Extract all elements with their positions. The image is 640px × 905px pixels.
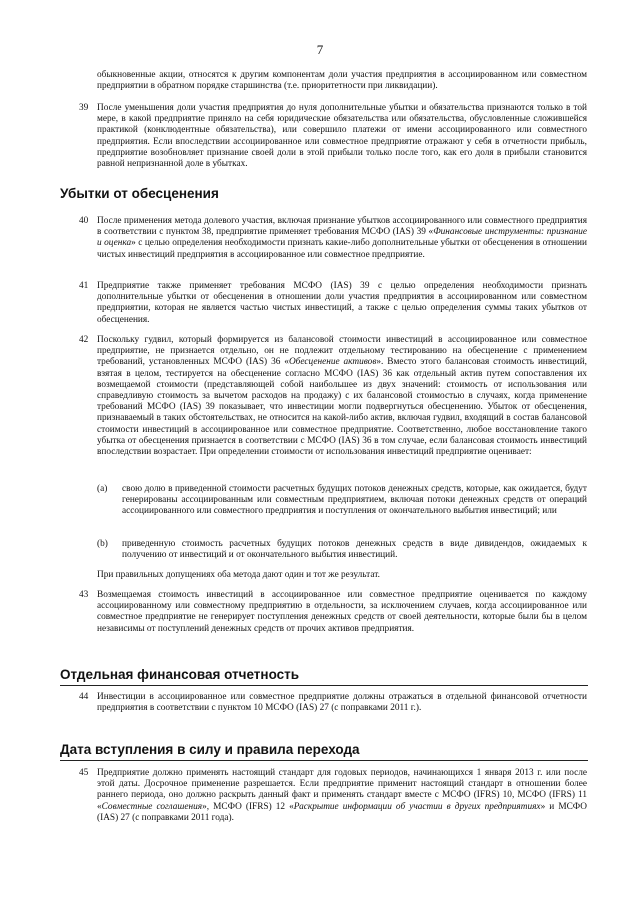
heading-impairment-losses: Убытки от обесценения — [60, 186, 219, 201]
paragraph-number-41: 41 — [79, 281, 89, 291]
italic-standard-title: Совместные соглашения — [101, 801, 203, 812]
paragraph-42: Поскольку гудвил, который формируется из балансовой стоимости инвестиций в ассоциированное или совместное предприятие, не признается отдельно, он не подлежит отдельному тестированию на обесценение с применением требований, установленных МСФО (IAS) 36 «Обесценение активов». Вместо этого балансовая стоимость инвестиций, взятая в целом, тестируется на обесценение согласно МСФО (IAS) 36 как отдельный актив путем сопоставления их возмещаемой стоимости (представляющей собой наибольшее из двух значений: стоимость от использования или справедливую стоимость за вычетом расходов на продажу) с их балансовой стоимостью в случаях, когда применение требований МСФО (IAS) 39 показывает, что инвестиции могли подвергнуться обесценению. Убыток от обесценения, признаваемый в таких обстоятельствах, не относится на какой-либо актив, включая гудвил, входящий в состав балансовой стоимости инвестиций в ассоциированное или совместное предприятие. Соответственно, любое восстановление такого убытка от обесценения признается в соответствии с МСФО (IAS) 36 в том случае, если балансовая стоимость инвестиций впоследствии возрастает. При определении стоимости от использования инвестиций предприятие оценивает: — [97, 335, 588, 458]
italic-standard-title: Обесценение активов — [288, 357, 377, 368]
paragraph-number-40: 40 — [79, 216, 89, 226]
list-item-a: свою долю в приведенной стоимости расчетных будущих потоков денежных средств, которые, как ожидается, будут генерированы ассоциированным или совместным предприятием, включая потоки денежных средств от операций ассоциированного или совместного предприятия и поступления от окончательного выбытия инвестиций; или — [122, 484, 587, 517]
paragraph-40: После применения метода долевого участия, включая признание убытков ассоциированного или совместного предприятия в соответствии с пунктом 38, предприятие применяет требования МСФО (IAS) 39 «Финансовые инструменты: признание и оценка» с целью определения необходимости признать какие-либо дополнительные убытки от обесценения в отношении чистых инвестиций предприятия в ассоциированное или совместное предприятие. — [97, 216, 587, 260]
paragraph-43: Возмещаемая стоимость инвестиций в ассоциированное или совместное предприятие оценивается по каждому ассоциированному или совместному предприятию в отдельности, за исключением случаев, когда ассоциированное или совместное предприятие не генерирует поступления денежных средств от своей деятельности, которые были бы в целом независимы от поступлений денежных средств от прочих активов предприятия. — [97, 590, 587, 634]
continuation-paragraph: обыкновенные акции, относятся к другим компонентам доли участия предприятия в ассоциированном или совместном предприятии в обратном порядке старшинства (т.е. приоритетности при ликвидации). — [97, 70, 587, 92]
italic-standard-title: Финансовые инструменты: признание и оценка — [97, 227, 587, 249]
heading-effective-date: Дата вступления в силу и правила перехода — [60, 742, 360, 757]
list-item-b: приведенную стоимость расчетных будущих потоков денежных средств в виде дивидендов, ожидаемых к получению от инвестиций и от окончательного выбытия инвестиций. — [122, 539, 587, 561]
list-label-a: (a) — [97, 484, 108, 494]
paragraph-39: После уменьшения доли участия предприятия до нуля дополнительные убытки и обязательства признаются только в той мере, в какой предприятие приняло на себя юридические обязательства или обязательства, обусловленные сложившейся практикой (конклюдентные обязательства), или совершило платежи от имени ассоциированного или совместного предприятия. Если впоследствии ассоциированное или совместное предприятие отражают у себя в отчетности прибыль, предприятие возобновляет признание своей доли в этой прибыли только после того, как его доля в прибыли становится равной непризнанной доле в убытках. — [97, 103, 587, 170]
paragraph-42-tail: При правильных допущениях оба метода дают один и тот же результат. — [97, 570, 380, 580]
paragraph-44: Инвестиции в ассоциированное или совместное предприятие должны отражаться в отдельной финансовой отчетности предприятия в соответствии с пунктом 10 МСФО (IAS) 27 (с поправками 2011 г.). — [97, 692, 587, 714]
page-number: 7 — [316, 42, 324, 57]
paragraph-number-45: 45 — [79, 768, 89, 778]
paragraph-number-39: 39 — [79, 103, 89, 113]
paragraph-number-42: 42 — [79, 335, 89, 345]
paragraph-number-43: 43 — [79, 590, 89, 600]
paragraph-41: Предприятие также применяет требования МСФО (IAS) 39 с целью определения необходимости признать дополнительные убытки от обесценения в отношении доли участия предприятия в ассоциированном или совместном предприятии, которая не является частью чистых инвестиций, а также с целью определения суммы таких убытков от обесценения. — [97, 281, 587, 325]
paragraph-45: Предприятие должно применять настоящий стандарт для годовых периодов, начинающихся 1 января 2013 г. или после этой даты. Досрочное применение разрешается. Если предприятие применит настоящий стандарт в отношении более раннего периода, оно должно раскрыть данный факт и применять стандарт вместе с МСФО (IFRS) 10, МСФО (IFRS) 11 «Совместные соглашения», МСФО (IFRS) 12 «Раскрытие информации об участии в других предприятиях» и МСФО (IAS) 27 (с поправками 2011 года). — [97, 768, 587, 823]
heading-underline — [60, 685, 588, 686]
heading-underline — [60, 760, 588, 761]
paragraph-number-44: 44 — [79, 692, 89, 702]
italic-standard-title: Раскрытие информации об участии в других предприятиях — [293, 801, 541, 812]
heading-separate-financial-statements: Отдельная финансовая отчетность — [60, 667, 300, 682]
list-label-b: (b) — [97, 539, 108, 549]
